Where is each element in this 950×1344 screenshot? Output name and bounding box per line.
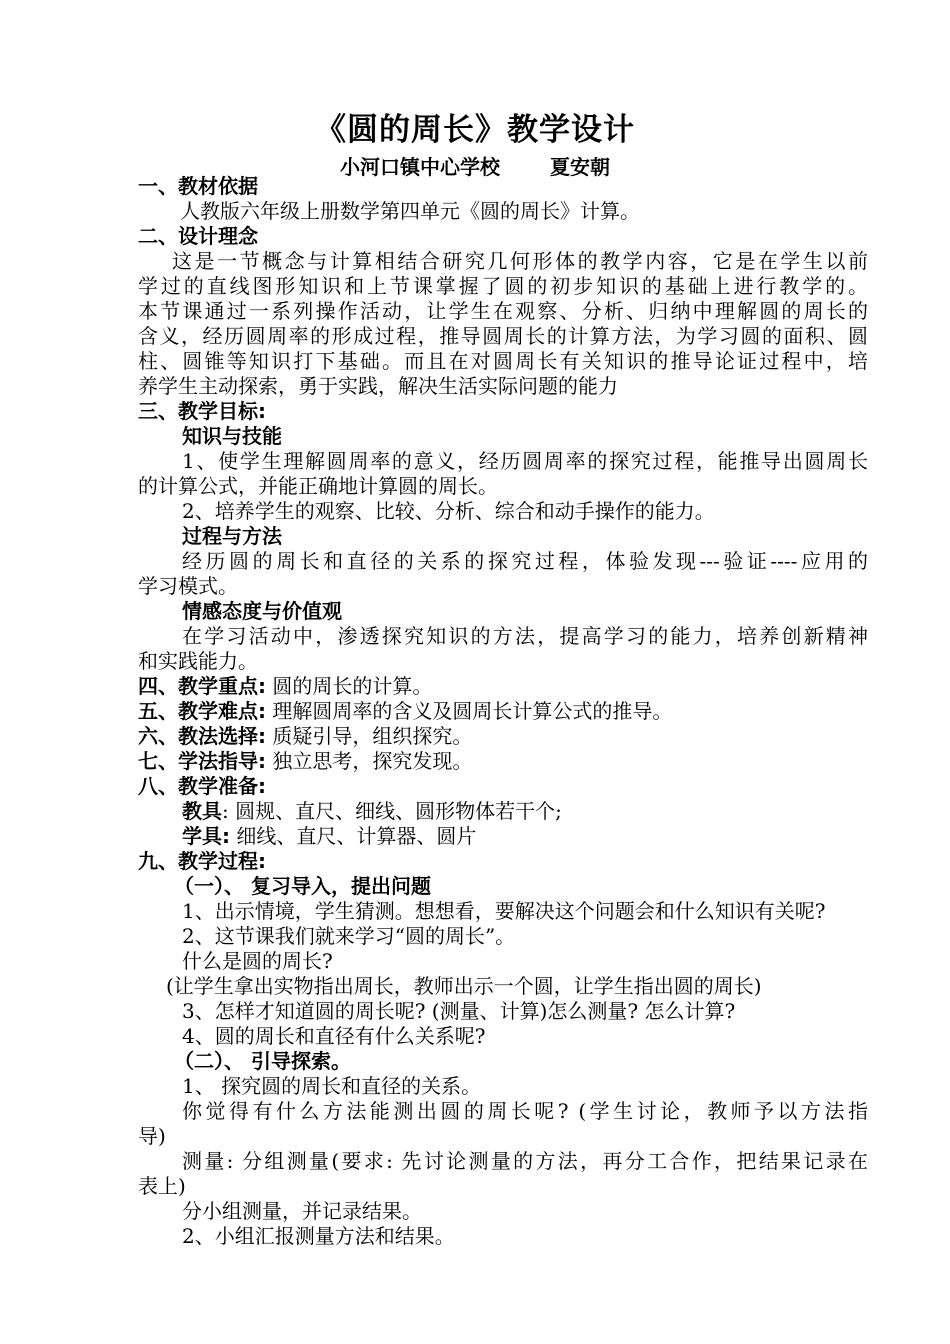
part2-heading: （二）、 引导探索。: [174, 1049, 351, 1073]
process-line: 4、圆的周长和直径有什么关系呢?: [182, 1024, 486, 1048]
objective-line: 经历圆的周长和直径的关系的探究过程，体验发现---验证----应用的: [182, 549, 868, 573]
process-line: (让学生拿出实物指出周长，教师出示一个圆，让学生指出圆的周长): [166, 974, 762, 998]
process-line: 什么是圆的周长?: [182, 949, 333, 973]
process-line: 你觉得有什么方法能测出圆的周长呢? (学生讨论，教师予以方法指: [182, 1099, 868, 1123]
teacher-tools-text: : 圆规、直尺、细线、圆形物体若干个;: [222, 799, 562, 823]
learning-method-row: [138, 749, 868, 773]
philosophy-line: 这是一节概念与计算相结合研究几何形体的教学内容，它是在学生以前: [172, 249, 868, 273]
teaching-method-row: [138, 724, 868, 748]
basis-text: 人教版六年级上册数学第四单元《圆的周长》计算。: [180, 199, 640, 223]
section-heading-objectives: 三、教学目标:: [138, 399, 266, 423]
teacher-tools-label: 教具: [182, 799, 222, 823]
process-line: 分小组测量，并记录结果。: [182, 1199, 422, 1223]
difficulty-text: 理解圆周率的含义及圆周长计算公式的推导。: [272, 699, 673, 723]
section-heading-process: 九、教学过程:: [138, 849, 266, 873]
section-heading-teaching-method: 六、教法选择:: [138, 724, 266, 748]
section-heading-preparation: 八、教学准备:: [138, 774, 266, 798]
objective-line: 1、使学生理解圆周率的意义，经历圆周率的探究过程，能推导出圆周长: [182, 449, 868, 473]
student-tools-label: 学具:: [182, 824, 230, 848]
philosophy-line: 养学生主动探索，勇于实践，解决生活实际问题的能力: [138, 374, 618, 398]
philosophy-line: 含义，经历圆周率的形成过程，推导圆周长的计算方法，为学习圆的面积、圆: [138, 324, 868, 348]
objective-line: 和实践能力。: [138, 649, 258, 673]
objective-line: 学习模式。: [138, 574, 238, 598]
philosophy-line: 学过的直线图形知识和上节课掌握了圆的初步知识的基础上进行教学的。: [138, 274, 868, 298]
philosophy-line: 柱、圆锥等知识打下基础。而且在对圆周长有关知识的推导论证过程中，培: [138, 349, 868, 373]
section-heading-philosophy: 二、设计理念: [138, 224, 258, 248]
objective-line: 在学习活动中，渗透探究知识的方法，提高学习的能力，培养创新精神: [182, 624, 868, 648]
teaching-method-text: 质疑引导，组织探究。: [272, 724, 473, 748]
subheading-process: 过程与方法: [182, 524, 282, 548]
process-line: 导): [138, 1124, 166, 1148]
teacher-tools-row: [182, 799, 872, 823]
key-point-row: [138, 674, 868, 698]
school-name: 小河口镇中心学校: [340, 155, 500, 179]
process-line: 1、出示情境，学生猜测。想想看，要解决这个问题会和什么知识有关呢?: [182, 899, 826, 923]
objective-line: 的计算公式，并能正确地计算圆的周长。: [138, 474, 498, 498]
section-heading-learning-method: 七、学法指导:: [138, 749, 266, 773]
section-heading-difficulty: 五、教学难点:: [138, 699, 266, 723]
philosophy-line: 本节课通过一系列操作活动，让学生在观察、分析、归纳中理解圆的周长的: [138, 299, 868, 323]
process-line: 3、怎样才知道圆的周长呢? (测量、计算)怎么测量? 怎么计算?: [182, 999, 736, 1023]
part1-heading: （一）、 复习导入，提出问题: [174, 874, 431, 898]
difficulty-row: [138, 699, 868, 723]
process-line: 测量: 分组测量(要求: 先讨论测量的方法，再分工合作，把结果记录在: [182, 1149, 868, 1173]
subheading-knowledge: 知识与技能: [182, 424, 282, 448]
subheading-emotion: 情感态度与价值观: [182, 599, 342, 623]
objective-line: 2、培养学生的观察、比较、分析、综合和动手操作的能力。: [182, 499, 715, 523]
section-heading-basis: 一、教材依据: [138, 174, 258, 198]
student-tools-row: [182, 824, 872, 848]
process-line: 1、 探究圆的周长和直径的关系。: [182, 1074, 482, 1098]
process-line: 2、小组汇报测量方法和结果。: [182, 1224, 455, 1248]
learning-method-text: 独立思考，探究发现。: [272, 749, 473, 773]
author-name: 夏安朝: [550, 155, 610, 179]
process-line: 表上): [138, 1174, 186, 1198]
section-heading-key-point: 四、教学重点:: [138, 674, 266, 698]
student-tools-text: 细线、直尺、计算器、圆片: [236, 824, 477, 848]
key-point-text: 圆的周长的计算。: [272, 674, 433, 698]
process-line: 2、这节课我们就来学习“圆的周长”。: [182, 924, 516, 948]
document-title: 《圆的周长》教学设计: [315, 112, 635, 148]
